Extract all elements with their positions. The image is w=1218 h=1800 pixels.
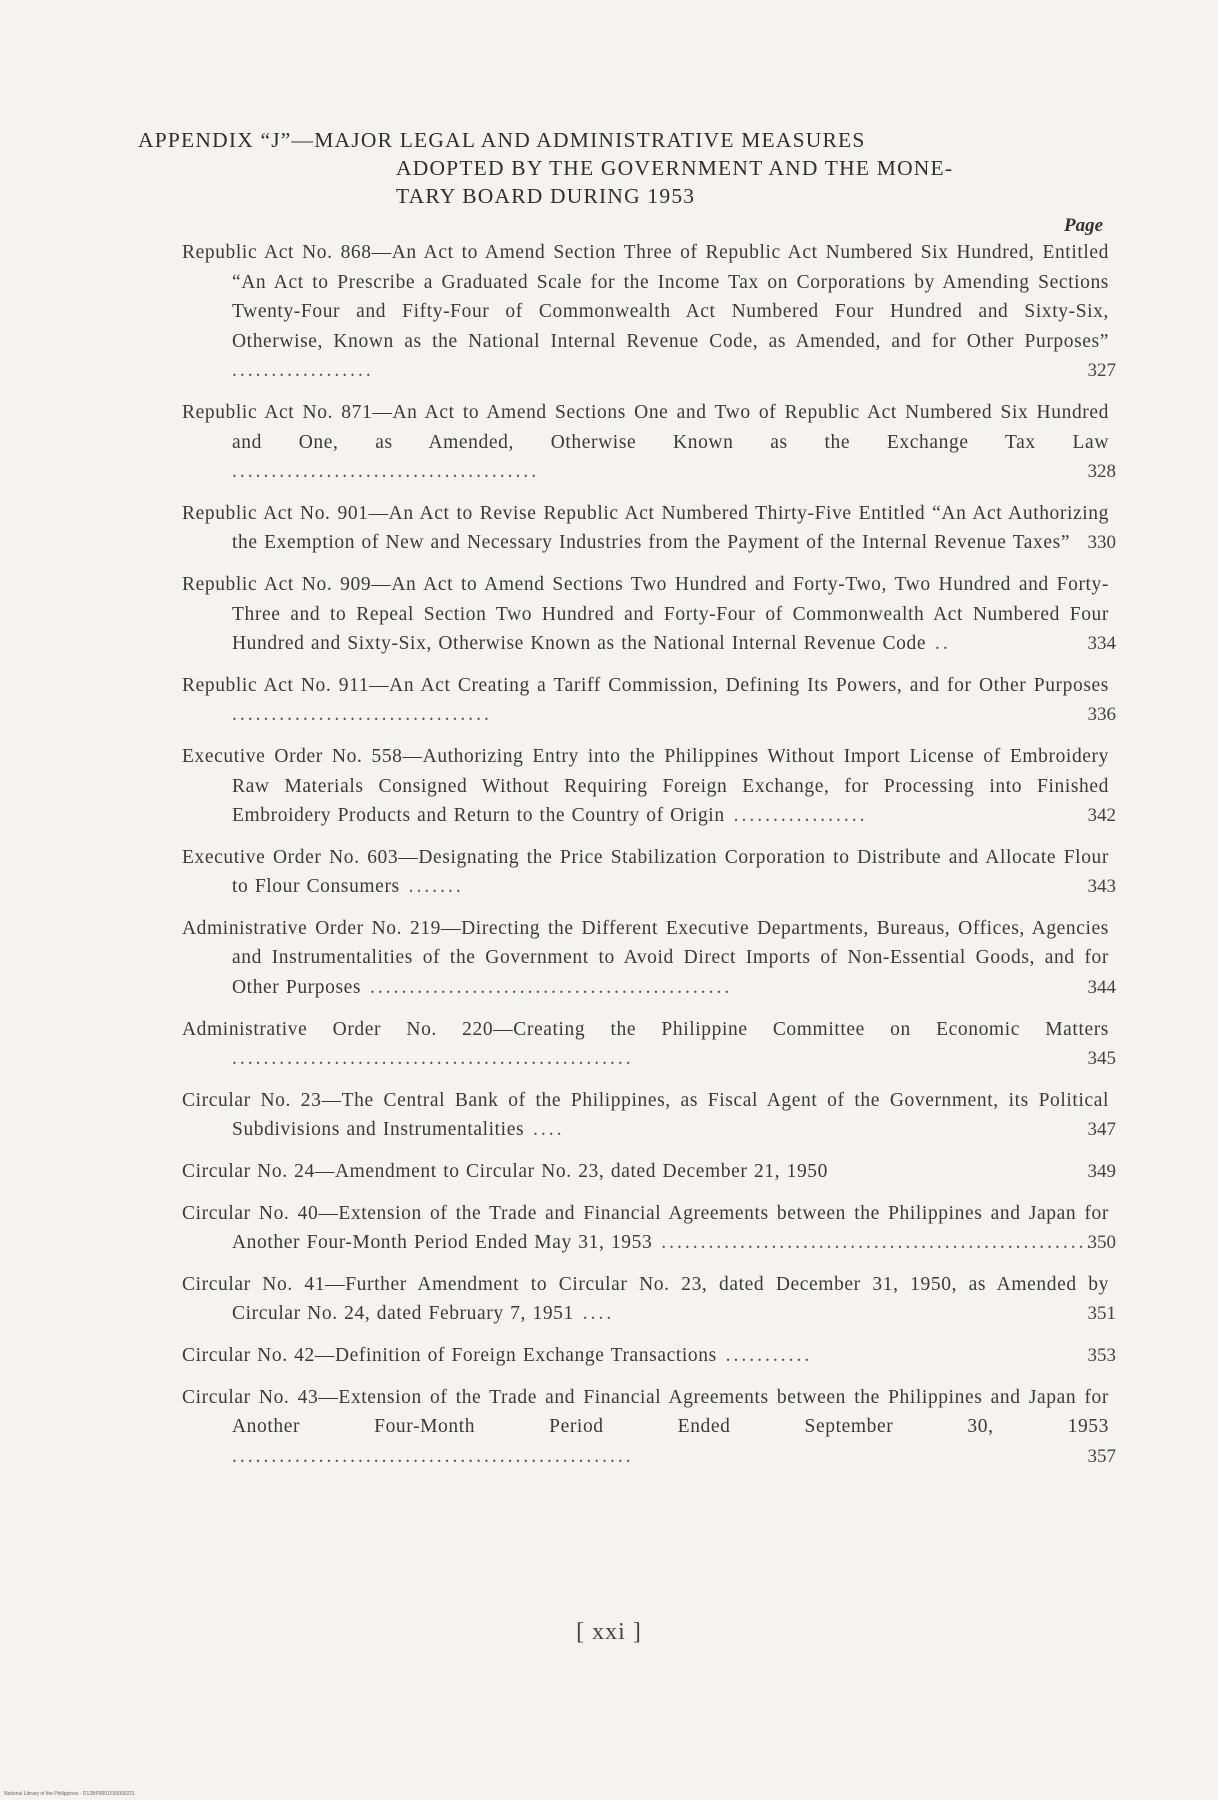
- toc-entry-title: [182, 398, 1109, 487]
- toc-entry-title: [182, 1270, 1109, 1329]
- toc-entry-title: [182, 1157, 1109, 1187]
- toc-entry-text: Administrative Order No. 220—Creating the Philippine Committee on Economic Matters: [182, 1018, 1109, 1040]
- toc-entry-text: Republic Act No. 868—An Act to Amend Section Three of Republic Act Numbered Six Hundred, Entitled “An Act to Prescribe a Graduated Scale for the Income Tax on Corporations by Amending Sections Twenty-Four and Fifty-Four of Commonwealth Act Numbered Four Hundred and Sixty-Six, Otherwise, Known as the National Internal Revenue Code, as Amended, and for Other Purposes”: [182, 242, 1109, 352]
- toc-entry-page-number: 353: [1087, 1345, 1116, 1366]
- dot-leader: .......................................................: [652, 1232, 1095, 1254]
- dot-leader: .................: [724, 805, 868, 827]
- toc-entry: [182, 1341, 1122, 1371]
- dot-leader: .......: [399, 876, 464, 898]
- toc-entry-page-number: 327: [1087, 360, 1116, 382]
- toc-entry: [182, 570, 1122, 659]
- toc-entry-text: Circular No. 42—Definition of Foreign Exchange Transactions: [182, 1345, 717, 1366]
- dot-leader: ...................................................: [232, 1445, 634, 1467]
- toc-entry: [182, 1086, 1122, 1145]
- toc-entry-title: [182, 499, 1109, 558]
- contents-list: [182, 238, 1122, 1483]
- toc-entry-title: [182, 570, 1109, 659]
- toc-entry-text: Circular No. 43—Extension of the Trade and Financial Agreements between the Philippines and Japan for Another Four-Month Period Ended September 30, 1953: [182, 1386, 1109, 1438]
- toc-entry-page-number: 357: [1087, 1445, 1116, 1467]
- dot-leader: ....: [524, 1119, 565, 1141]
- toc-entry-page-number: 334: [1087, 633, 1116, 655]
- toc-entry-page-number: 342: [1087, 805, 1116, 827]
- toc-entry-page-number: 351: [1087, 1303, 1116, 1325]
- dot-leader: ...................................................: [232, 1048, 634, 1070]
- toc-entry: [182, 1270, 1122, 1329]
- toc-entry-text: Circular No. 23—The Central Bank of the Philippines, as Fiscal Agent of the Government, its Political Subdivisions and Instrumentalities: [182, 1089, 1109, 1141]
- toc-entry-title: [182, 1086, 1109, 1145]
- dot-leader: ..: [926, 633, 951, 655]
- toc-entry-text: Republic Act No. 871—An Act to Amend Sections One and Two of Republic Act Numbered Six Hundred and One, as Amended, Otherwise Known as the Exchange Tax Law: [182, 401, 1109, 453]
- dot-leader: ...........: [716, 1345, 813, 1366]
- toc-entry-text: Administrative Order No. 219—Directing the Different Executive Departments, Bureaus, Offices, Agencies and Instrumentalities of the Government to Avoid Direct Imports of Non-Essential Goods, and for Other Purposes: [182, 917, 1109, 999]
- toc-entry-page-number: 330: [1087, 532, 1116, 554]
- toc-entry-text: Republic Act No. 909—An Act to Amend Sections Two Hundred and Forty-Two, Two Hundred and Forty-Three and to Repeal Section Two Hundred and Forty-Four of Commonwealth Act Numbered Four Hundred and Sixty-Six, Otherwise Known as the National Internal Revenue Code: [182, 573, 1109, 655]
- toc-entry-text: Executive Order No. 603—Designating the Price Stabilization Corporation to Distribute and Allocate Flour to Flour Consumers: [182, 846, 1109, 898]
- appendix-heading: [138, 126, 1098, 210]
- toc-entry-text: Executive Order No. 558—Authorizing Entry into the Philippines Without Import License of Embroidery Raw Materials Consigned Without Requiring Foreign Exchange, for Processing into Finished Embroidery Products and Return to the Country of Origin: [182, 745, 1109, 827]
- dot-leader: ..................: [232, 360, 374, 382]
- toc-entry: [182, 1383, 1122, 1472]
- dot-leader: .................................: [232, 704, 492, 726]
- toc-entry-title: [182, 843, 1109, 902]
- toc-entry: [182, 1199, 1122, 1258]
- toc-entry: [182, 1015, 1122, 1074]
- toc-entry-page-number: 336: [1087, 704, 1116, 726]
- dot-leader: .......................................: [232, 461, 540, 483]
- dot-leader: ..............................................: [361, 977, 733, 999]
- toc-entry-page-number: 345: [1087, 1048, 1116, 1070]
- toc-entry-page-number: 347: [1087, 1119, 1116, 1141]
- heading-line-3: TARY BOARD DURING 1953: [396, 184, 696, 208]
- toc-entry-text: Circular No. 40—Extension of the Trade and Financial Agreements between the Philippines and Japan for Another Four-Month Period Ended May 31, 1953: [182, 1202, 1109, 1254]
- toc-entry: [182, 671, 1122, 730]
- page-column-label: Page: [1064, 215, 1104, 236]
- toc-entry-text: Circular No. 41—Further Amendment to Circular No. 23, dated December 31, 1950, as Amended by Circular No. 24, dated February 7, 1951: [182, 1273, 1109, 1325]
- toc-entry-page-number: 328: [1087, 461, 1116, 483]
- toc-entry-page-number: 349: [1087, 1161, 1116, 1183]
- toc-entry-title: [182, 238, 1109, 386]
- toc-entry-title: [182, 742, 1109, 831]
- page-folio: [ xxi ]: [576, 1619, 642, 1645]
- toc-entry: [182, 499, 1122, 558]
- toc-entry-title: [182, 914, 1109, 1003]
- toc-entry: [182, 398, 1122, 487]
- toc-entry-title: [182, 1199, 1109, 1258]
- toc-entry-page-number: 343: [1087, 876, 1116, 898]
- toc-entry-title: [182, 1341, 1109, 1371]
- dot-leader: ....: [573, 1303, 615, 1325]
- toc-entry: [182, 914, 1122, 1003]
- toc-entry-text: Circular No. 24—Amendment to Circular No. 23, dated December 21, 1950: [182, 1161, 828, 1183]
- toc-entry-page-number: 350: [1087, 1232, 1116, 1254]
- toc-entry-text: Republic Act No. 901—An Act to Revise Republic Act Numbered Thirty-Five Entitled “An Act Authorizing the Exemption of New and Necessary Industries from the Payment of the Internal Revenue Taxes”: [182, 502, 1109, 554]
- heading-line-1: APPENDIX “J”—MAJOR LEGAL AND ADMINISTRATIVE MEASURES: [138, 128, 866, 152]
- heading-line-2: ADOPTED BY THE GOVERNMENT AND THE MONE-: [396, 156, 954, 180]
- scan-footer: National Library of the Philippines · D12BP0001530000221: [4, 1791, 135, 1797]
- toc-entry: [182, 238, 1122, 386]
- toc-entry: [182, 742, 1122, 831]
- toc-entry: [182, 843, 1122, 902]
- toc-entry: [182, 1157, 1122, 1187]
- toc-entry-title: [182, 1383, 1109, 1472]
- toc-entry-title: [182, 671, 1109, 730]
- toc-entry-text: Republic Act No. 911—An Act Creating a Tariff Commission, Defining Its Powers, and for Other Purposes: [182, 674, 1109, 696]
- toc-entry-title: [182, 1015, 1109, 1074]
- toc-entry-page-number: 344: [1087, 977, 1116, 999]
